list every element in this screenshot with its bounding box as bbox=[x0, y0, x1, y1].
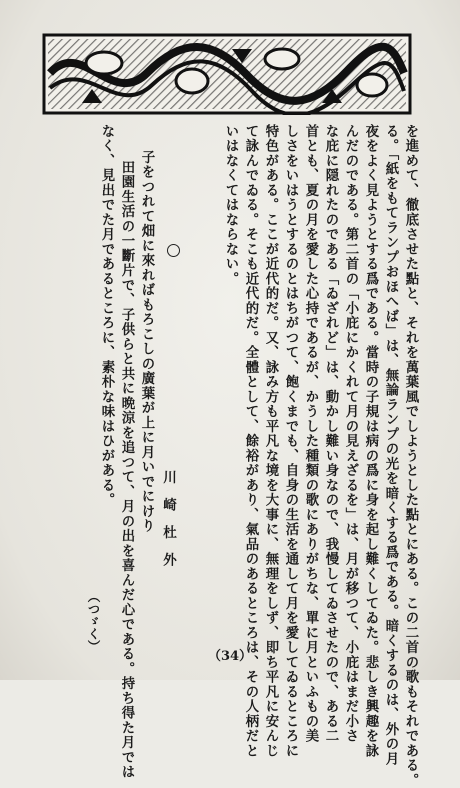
author-name: 川崎杜外 bbox=[160, 470, 176, 580]
continued-mark: （つゞく） bbox=[86, 590, 101, 653]
verse-line: 子をつれて畑に來ればもろこしの廣葉が上に月いでにけり bbox=[139, 150, 155, 534]
text-column-10: いはなくてはならない。 bbox=[223, 124, 239, 287]
text-column-3: 夜をよく見ようとする爲である。當時の子規は病の爲に身を起し難くしてゐた。悲しき興趣を詠 bbox=[363, 124, 379, 759]
commentary-column-2: なく、見出でた月であるところに、素朴な味はひがある。 bbox=[99, 124, 115, 508]
section-mark bbox=[167, 244, 180, 257]
text-column-8: 特色がある。ここが近代的だ。又、詠み方も平凡な境を大事に、無理をしず、即ち平凡に安んじ bbox=[263, 124, 279, 759]
text-column-4: んだのである。第二首の「小庇にかくれて月の見えざるを」は、月が移つて、小庇はまだ小さ bbox=[343, 124, 359, 744]
text-column-2: る。「紙をもてランプおほへば」は、無論ランプの光を暗くする爲である。暗くするのは、外の月 bbox=[383, 124, 399, 767]
commentary-column-1: 田園生活の一斷片で、子供らと共に晩涼を追つて、月の出を喜んだ心である。持ち得た月では bbox=[119, 160, 135, 780]
text-column-7: しさをいはうとするのとはちがつて、飽くまでも、自身の生活を通して月を愛してゐるところに bbox=[283, 124, 299, 759]
text-column-6: 首とも、夏の月を愛した心持であるが、かうした種類の歌にありがちな、單に月といふもの美 bbox=[303, 124, 319, 744]
text-column-5: な庇に隠れたのである「ゐざれど」は、動かし難い身なので、我慢してゐさせたので、ある二 bbox=[323, 124, 339, 744]
page-number: （34） bbox=[207, 649, 253, 664]
text-column-1: を進めて、徹底させた點と、それを萬葉風でしようとした點とにある。この二首の歌もそれである。 bbox=[403, 124, 419, 788]
text-column-9: て詠んでゐる。そこも近代的だ。全體として、餘裕があり、氣品のあるところは、その人柄だと bbox=[243, 124, 259, 759]
ornamental-header-band bbox=[42, 33, 412, 115]
